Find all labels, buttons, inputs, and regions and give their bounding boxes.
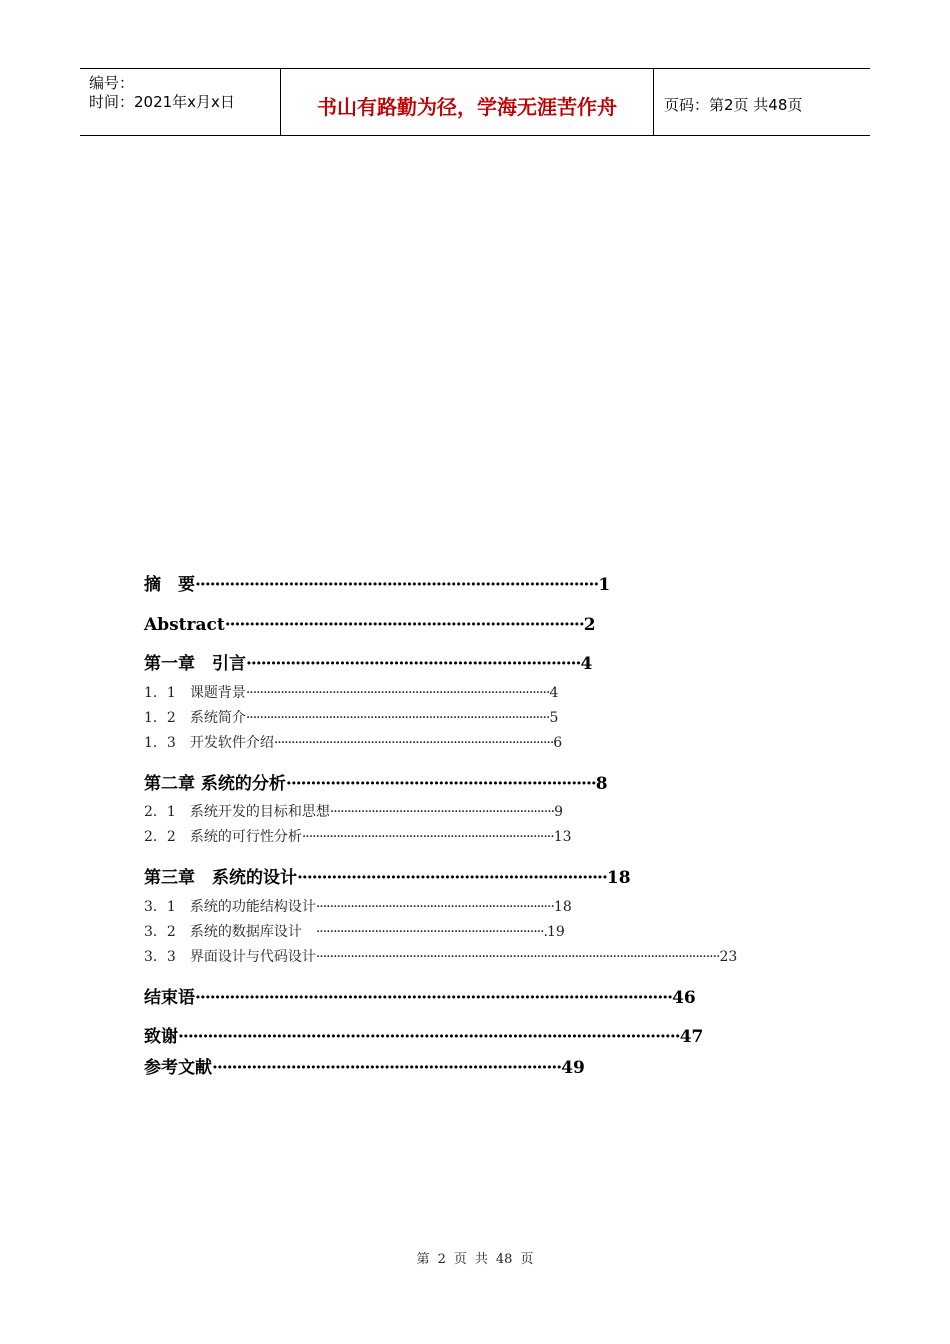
- toc-entry: [144, 925, 565, 939]
- footer-word-ye: 页: [453, 1252, 467, 1267]
- toc-entry: [144, 617, 596, 634]
- toc-entry-page: 13: [553, 829, 572, 845]
- toc-leader-dots: ·································································: [329, 804, 555, 820]
- toc-leader-dots: ····································································: [246, 654, 581, 674]
- toc-entry: [144, 830, 572, 844]
- toc-entry: [144, 805, 563, 819]
- toc-leader-dots: ························································································: [245, 685, 550, 701]
- toc-entry-page: 4: [549, 685, 559, 701]
- toc-entry: [144, 870, 631, 887]
- toc-entry-title: 3．1 系统的功能结构设计: [144, 899, 316, 915]
- toc-entry-title: 1．1 课题背景: [144, 685, 246, 701]
- toc-entry-page: 1: [598, 575, 611, 595]
- toc-entry-page: 4: [580, 654, 593, 674]
- toc-entry-title: 第一章 引言: [144, 654, 246, 674]
- toc-leader-dots: ·········································································: [301, 829, 554, 845]
- toc-leader-dots: ·······························································: [297, 868, 607, 888]
- toc-entry-page: 23: [719, 949, 738, 965]
- toc-entry-title: 3．3 界面设计与代码设计: [144, 949, 316, 965]
- toc-entry-title: 2．2 系统的可行性分析: [144, 829, 302, 845]
- toc-entry-title: 结束语: [144, 988, 195, 1008]
- toc-entry: [144, 1029, 703, 1046]
- toc-entry: [144, 711, 558, 725]
- toc-entry-page: 47: [679, 1027, 704, 1047]
- toc-entry: [144, 656, 592, 673]
- toc-entry-title: Abstract: [144, 615, 225, 635]
- toc-leader-dots: ·······························································: [285, 774, 596, 794]
- footer-total-pages: 48: [495, 1252, 513, 1267]
- toc-entry-title: 致谢: [144, 1027, 178, 1047]
- toc-leader-dots: ·······································································: [212, 1058, 562, 1078]
- motto-text: 书山有路勤为径，学海无涯苦作舟: [317, 95, 617, 119]
- footer-word-gong: 共: [474, 1252, 488, 1267]
- toc-entry-page: 8: [595, 774, 608, 794]
- toc-leader-dots: ·····················································································································: [315, 949, 720, 965]
- toc-entry-title: 2．1 系统开发的目标和思想: [144, 804, 330, 820]
- toc-leader-dots: ························································································: [245, 710, 550, 726]
- toc-entry-title: 1．2 系统简介: [144, 710, 246, 726]
- toc-entry-page: 9: [554, 804, 564, 820]
- footer-word-di: 第: [416, 1252, 430, 1267]
- toc-entry-title: 3．2 系统的数据库设计: [144, 924, 316, 940]
- toc-entry-page: 46: [672, 988, 696, 1008]
- toc-entry-title: 1．3 开发软件介绍: [144, 735, 274, 751]
- toc-entry: [144, 990, 696, 1007]
- toc-leader-dots: ·········································································: [224, 615, 584, 635]
- page-label: 页码：第2页 共48页: [664, 96, 803, 114]
- toc-entry-page: 18: [553, 899, 572, 915]
- time-label: 时间：2021年x月x日: [89, 93, 235, 111]
- toc-entry: [144, 686, 558, 700]
- footer-page-number: 2: [437, 1252, 446, 1267]
- toc-leader-dots: ·················································································: [273, 735, 554, 751]
- toc-entry: [144, 736, 562, 750]
- toc-entry: [144, 900, 572, 914]
- toc-entry: [144, 577, 610, 594]
- toc-entry-title: 第三章 系统的设计: [144, 868, 297, 888]
- toc-entry-page: 6: [553, 735, 563, 751]
- toc-entry-title: 摘 要: [144, 575, 195, 595]
- toc-leader-dots: ··································································.: [315, 924, 547, 940]
- toc-leader-dots: ·····································································: [315, 899, 554, 915]
- toc-entry-page: 18: [606, 868, 631, 888]
- toc-entry: [144, 1060, 585, 1077]
- toc-leader-dots: ·································································································: [195, 988, 673, 1008]
- toc-entry-page: 5: [549, 710, 559, 726]
- toc-leader-dots: ··················································································: [195, 575, 599, 595]
- toc-entry-page: 19: [547, 924, 565, 940]
- toc-entry: [144, 950, 737, 964]
- toc-entry-title: 参考文献: [144, 1058, 212, 1078]
- toc-entry-title: 第二章 系统的分析: [144, 774, 286, 794]
- number-label: 编号：: [89, 74, 135, 92]
- toc-leader-dots: ······································································································: [178, 1027, 680, 1047]
- page-footer: [0, 1248, 950, 1267]
- footer-word-ye2: 页: [520, 1252, 534, 1267]
- toc-entry-page: 2: [583, 615, 596, 635]
- toc-entry-page: 49: [561, 1058, 585, 1078]
- toc-entry: [144, 776, 608, 793]
